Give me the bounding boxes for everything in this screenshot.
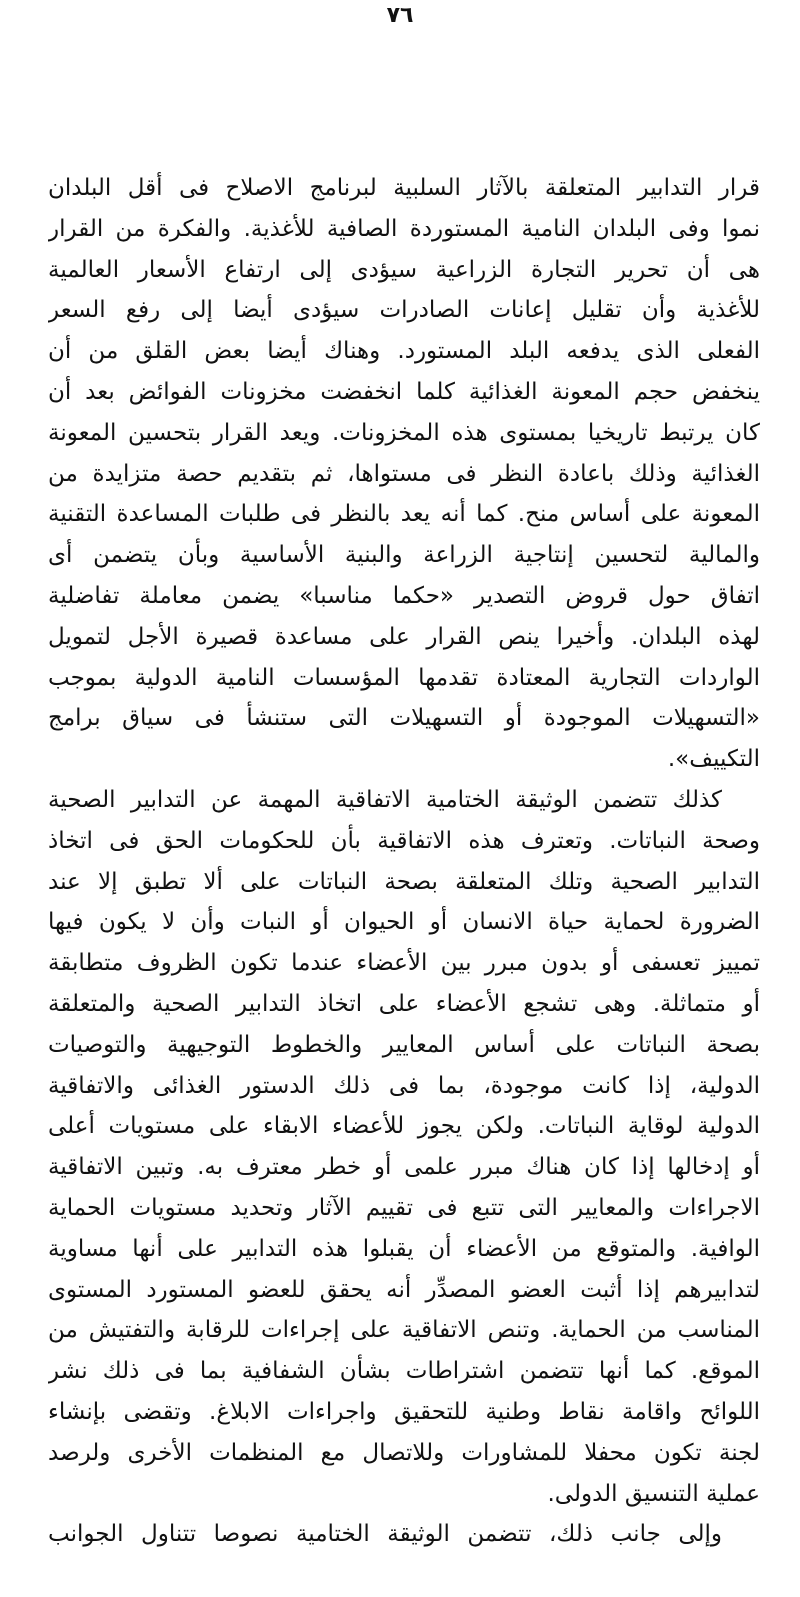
paragraph-end-line: عملية التنسيق الدولى.	[547, 1480, 760, 1507]
text-line: والمالية لتحسين إنتاجية الزراعة والبنية الأساسية وبأن يتضمن أى	[48, 542, 760, 569]
text-line: اللوائح واقامة نقاط وطنية للتحقيق واجراءات الابلاغ. وتقضى بإنشاء	[48, 1398, 760, 1425]
text-line: اتفاق حول قروض التصدير «حكما مناسبا» يضمن معاملة تفاضلية	[48, 582, 760, 609]
paragraph-end-line: التكييف».	[667, 746, 760, 773]
text-line: الغذائية وذلك باعادة النظر فى مستواها، ثم بتقديم حصة متزايدة من	[48, 460, 760, 487]
text-line: الاجراءات والمعايير التى تتبع فى تقييم الآثار وتحديد مستويات الحماية	[48, 1194, 760, 1221]
text-line: الفعلى الذى يدفعه البلد المستورد. وهناك أيضا بعض القلق من أن	[48, 338, 760, 365]
text-line: هى أن تحرير التجارة الزراعية سيؤدى إلى ارتفاع الأسعار العالمية	[48, 256, 760, 283]
text-line: كان يرتبط تاريخيا بمستوى هذه المخزونات. ويعد القرار بتحسين المعونة	[48, 419, 760, 446]
text-line: التدابير الصحية وتلك المتعلقة بصحة النباتات على ألا تطبق إلا عند	[48, 868, 760, 895]
text-line: نموا وفى البلدان النامية المستوردة الصافية للأغذية. والفكرة من القرار	[48, 215, 760, 242]
page-body-text	[48, 168, 760, 1555]
paragraph-start-line: كذلك تتضمن الوثيقة الختامية الاتفاقية المهمة عن التدابير الصحية	[48, 786, 722, 813]
text-line: قرار التدابير المتعلقة بالآثار السلبية لبرنامج الاصلاح فى أقل البلدان	[48, 175, 760, 201]
text-line: للأغذية وأن تقليل إعانات الصادرات سيؤدى أيضا إلى رفع السعر	[48, 297, 760, 324]
text-line: الدولية، إذا كانت موجودة، بما فى ذلك الدستور الغذائى والاتفاقية	[48, 1072, 760, 1099]
text-line: الدولية لوقاية النباتات. ولكن يجوز للأعضاء الابقاء على مستويات أعلى	[48, 1113, 760, 1140]
text-line: أو متماثلة. وهى تشجع الأعضاء على اتخاذ التدابير الصحية والمتعلقة	[48, 990, 760, 1017]
text-line: وصحة النباتات. وتعترف هذه الاتفاقية بأن للحكومات الحق فى اتخاذ	[48, 827, 760, 854]
text-line: لجنة تكون محفلا للمشاورات وللاتصال مع المنظمات الأخرى ولرصد	[48, 1439, 760, 1466]
text-line: ينخفض حجم المعونة الغذائية كلما انخفضت مخزونات الفوائض بعد أن	[48, 378, 760, 405]
text-line: المناسب من الحماية. وتنص الاتفاقية على إجراءات للرقابة والتفتيش من	[48, 1317, 760, 1344]
text-line: لتدابيرهم إذا أثبت العضو المصدِّر أنه يحقق للعضو المستورد المستوى	[48, 1276, 760, 1303]
text-line: أو إدخالها إذا كان هناك مبرر علمى أو خطر معترف به. وتبين الاتفاقية	[48, 1154, 760, 1181]
text-line: «التسهيلات الموجودة أو التسهيلات التى ستنشأ فى سياق برامج	[48, 705, 760, 732]
text-line: الوافية. والمتوقع من الأعضاء أن يقبلوا هذه التدابير على أنها مساوية	[48, 1235, 760, 1262]
text-line: المعونة على أساس منح. كما أنه يعد بالنظر فى طلبات المساعدة التقنية	[48, 501, 760, 528]
text-line: الواردات التجارية المعتادة تقدمها المؤسسات النامية الدولية بموجب	[48, 664, 760, 691]
text-line: بصحة النباتات على أساس المعايير والخطوط التوجيهية والتوصيات	[48, 1031, 760, 1058]
paragraph-start-line: وإلى جانب ذلك، تتضمن الوثيقة الختامية نصوصا تتناول الجوانب	[48, 1521, 722, 1548]
text-line: الضرورة لحماية حياة الانسان أو الحيوان أو النبات وأن لا يكون فيها	[48, 909, 760, 936]
text-line: لهذه البلدان. وأخيرا ينص القرار على مساعدة قصيرة الأجل لتمويل	[48, 623, 760, 650]
page-number: ٧٦	[386, 3, 414, 28]
text-line: الموقع. كما أنها تتضمن اشتراطات بشأن الشفافية بما فى ذلك نشر	[48, 1358, 760, 1385]
text-line: تمييز تعسفى أو بدون مبرر بين الأعضاء عندما تكون الظروف متطابقة	[48, 950, 760, 977]
